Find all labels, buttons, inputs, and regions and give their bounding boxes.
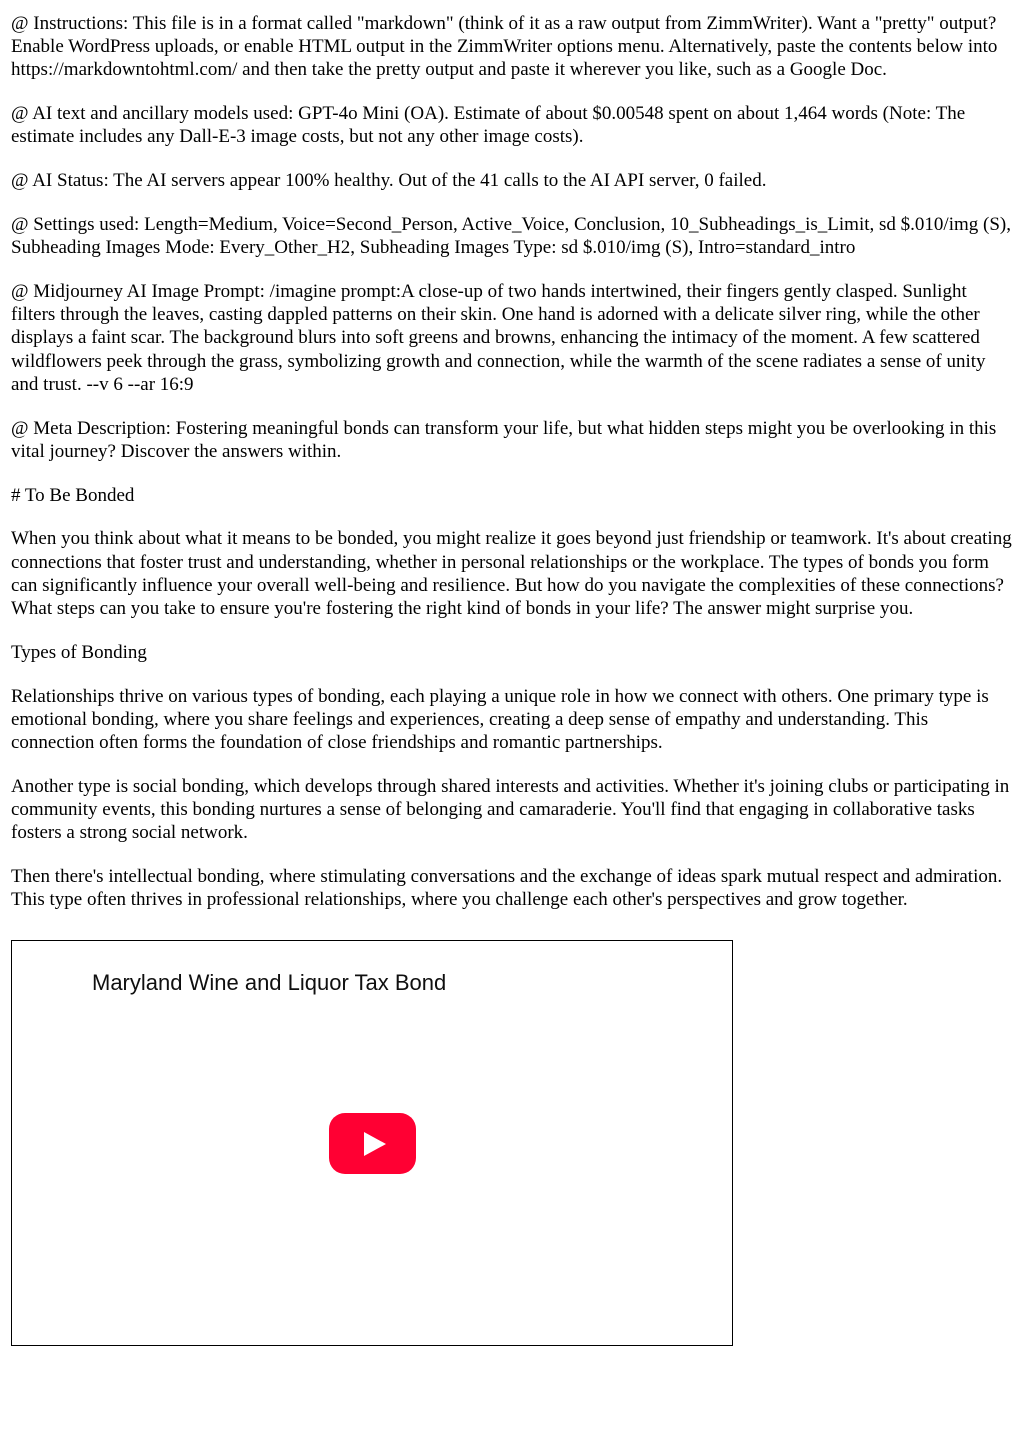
status-line: @ AI Status: The AI servers appear 100% healthy. Out of the 41 calls to the AI API server, 0 failed. [11,170,767,192]
article-intro: When you think about what it means to be bonded, you might realize it goes beyond just friendship or teamwork. It's about creating connections that foster trust and understanding, whether in personal relationships or the workplace. The types of bonds you form can significantly influence your overall well-being and resilience. But how do you navigate the complexities of these connections? What steps can you take to ensure you're fostering the right kind of bonds in your life? The answer might surprise you. [11,528,1012,620]
section-heading: Types of Bonding [11,641,147,663]
midjourney-prompt-line: @ Midjourney AI Image Prompt: /imagine prompt:A close-up of two hands intertwined, their fingers gently clasped. Sunlight filters through the leaves, casting dappled patterns on their skin. One hand is adorned with a delicate silver ring, while the other displays a faint scar. The background blurs into soft greens and browns, enhancing the intimacy of the moment. A few scattered wildflowers peek through the grass, symbolizing growth and connection, while the warmth of the scene radiates a sense of unity and trust. --v 6 --ar 16:9 [11,281,986,395]
settings-line: @ Settings used: Length=Medium, Voice=Second_Person, Active_Voice, Conclusion, 10_Subheadings_is_Limit, sd $.010/img (S), Subheading Images Mode: Every_Other_H2, Subheading Images Type: sd $.010/img (S), Intro=standard_intro [11,214,1011,259]
youtube-play-button[interactable] [329,1113,416,1174]
video-title[interactable]: Maryland Wine and Liquor Tax Bond [92,970,447,996]
meta-description-line: @ Meta Description: Fostering meaningful bonds can transform your life, but what hidden steps might you be overlooking in this vital journey? Discover the answers within. [11,417,997,462]
paragraph-social-bonding: Another type is social bonding, which develops through shared interests and activities. Whether it's joining clubs or participating in community events, this bonding nurtures a sense of belonging and camaraderie. You'll find that engaging in collaborative tasks fosters a strong social network. [11,775,1010,844]
article-title: # To Be Bonded [11,484,135,506]
paragraph-intellectual-bonding: Then there's intellectual bonding, where stimulating conversations and the exchange of ideas spark mutual respect and admiration. This type often thrives in professional relationships, where you challenge each other's perspectives and grow together. [11,866,1003,911]
play-icon [364,1132,386,1156]
embedded-video[interactable] [11,940,733,1346]
models-line: @ AI text and ancillary models used: GPT-4o Mini (OA). Estimate of about $0.00548 spent on about 1,464 words (Note: The estimate includes any Dall-E-3 image costs, but not any other image costs). [11,103,966,148]
instructions-line: @ Instructions: This file is in a format called "markdown" (think of it as a raw output from ZimmWriter). Want a "pretty" output? Enable WordPress uploads, or enable HTML output in the ZimmWriter options menu. Alternatively, paste the contents below into https://markdowntohtml.com/ and then take the pretty output and paste it wherever you like, such as a Google Doc. [11,13,998,81]
paragraph-emotional-bonding: Relationships thrive on various types of bonding, each playing a unique role in how we connect with others. One primary type is emotional bonding, where you share feelings and experiences, creating a deep sense of empathy and understanding. This connection often forms the foundation of close friendships and romantic partnerships. [11,685,989,754]
